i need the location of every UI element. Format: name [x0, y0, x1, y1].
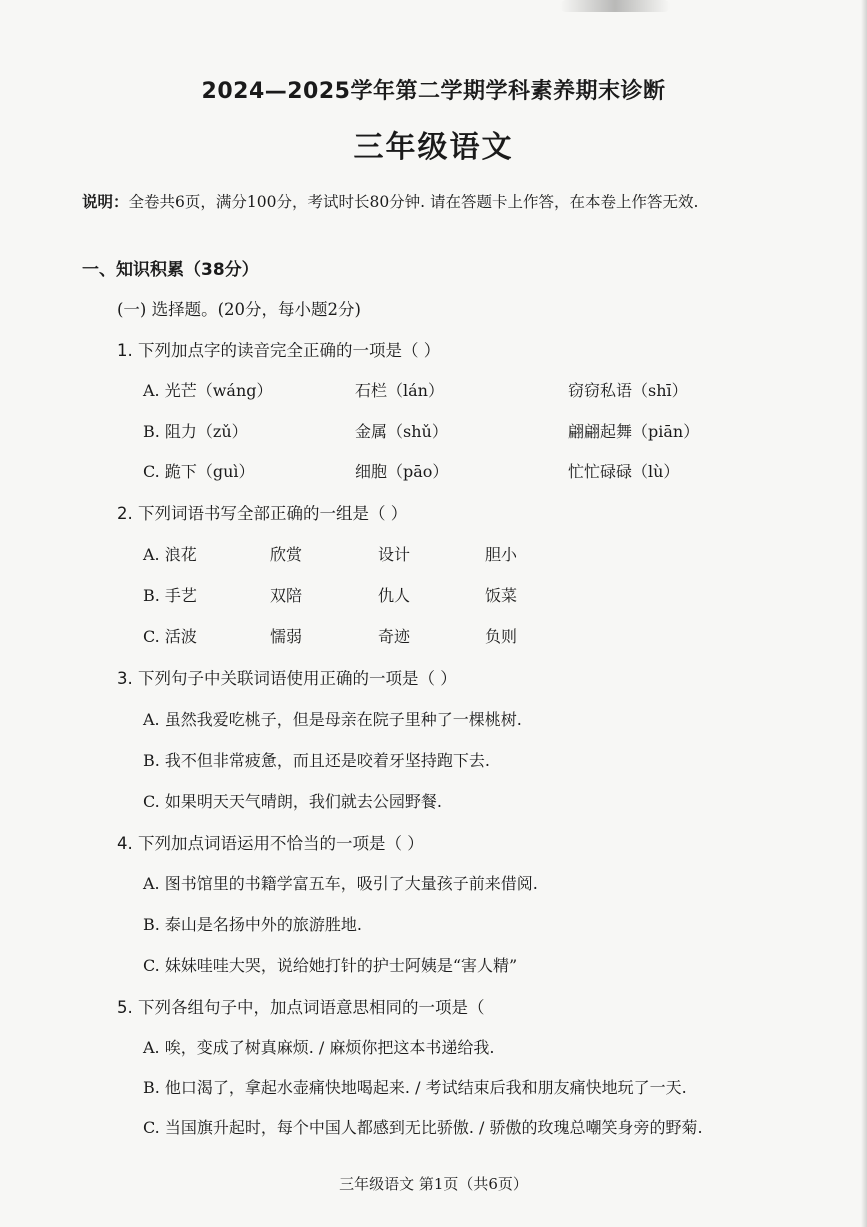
- q1-option-c-3: 忙忙碌碌（lù）: [568, 462, 680, 481]
- q2-option-a-2: 欣赏: [270, 545, 303, 564]
- q2-option-a-4: 胆小: [485, 545, 518, 564]
- scan-smudge: [560, 0, 670, 12]
- q3-option-a: A. 虽然我爱吃桃子，但是母亲在院子里种了一棵桃树.: [143, 710, 522, 729]
- question-3-stem: 3. 下列句子中关联词语使用正确的一项是（ ）: [117, 669, 457, 688]
- q5-option-a: A. 唉，变成了树真麻烦. / 麻烦你把这本书递给我.: [143, 1038, 495, 1057]
- q1-option-a-3: 窃窃私语（shī）: [568, 381, 688, 400]
- question-4-stem: 4. 下列加点词语运用不恰当的一项是（ ）: [117, 834, 424, 853]
- part-title: (一) 选择题。(20分，每小题2分): [117, 300, 361, 319]
- q4-option-b: B. 泰山是名扬中外的旅游胜地.: [143, 915, 363, 934]
- q2-option-b-2: 双陪: [270, 586, 303, 605]
- instructions-text: 全卷共6页，满分100分，考试时长80分钟. 请在答题卡上作答，在本卷上作答无效.: [128, 193, 699, 211]
- q3-option-b: B. 我不但非常疲惫，而且还是咬着牙坚持跑下去.: [143, 751, 491, 770]
- question-5-stem: 5. 下列各组句子中，加点词语意思相同的一项是（: [117, 998, 485, 1017]
- exam-subtitle: 三年级语文: [353, 130, 514, 165]
- page-footer: 三年级语文 第1页（共6页）: [339, 1175, 528, 1193]
- section-title: 一、知识积累（38分）: [82, 260, 259, 280]
- scan-edge-shadow: [861, 0, 867, 1227]
- q2-option-a-1: A. 浪花: [143, 545, 197, 564]
- q2-option-b-3: 仇人: [378, 586, 411, 605]
- q2-option-c-3: 奇迹: [378, 627, 411, 646]
- q1-option-c-2: 细胞（pāo）: [355, 462, 449, 481]
- q4-option-c: C. 妹妹哇哇大哭，说给她打针的护士阿姨是“害人精”: [143, 956, 518, 975]
- q2-option-c-2: 懦弱: [270, 627, 303, 646]
- q5-option-b: B. 他口渴了，拿起水壶痛快地喝起来. / 考试结束后我和朋友痛快地玩了一天.: [143, 1078, 687, 1097]
- q1-option-b-3: 翩翩起舞（piān）: [568, 422, 700, 441]
- instructions-label: 说明：: [82, 192, 129, 211]
- q1-option-a-1: A. 光芒（wáng）: [143, 381, 273, 400]
- instructions: [82, 190, 698, 212]
- q1-option-a-2: 石栏（lán）: [355, 381, 444, 400]
- q4-option-a: A. 图书馆里的书籍学富五车，吸引了大量孩子前来借阅.: [143, 874, 538, 893]
- q3-option-c: C. 如果明天天气晴朗，我们就去公园野餐.: [143, 792, 442, 811]
- question-2-stem: 2. 下列词语书写全部正确的一组是（ ）: [117, 504, 408, 523]
- q2-option-a-3: 设计: [378, 545, 411, 564]
- question-1-stem: 1. 下列加点字的读音完全正确的一项是（ ）: [117, 341, 441, 360]
- q2-option-c-1: C. 活波: [143, 627, 197, 646]
- q1-option-b-1: B. 阻力（zǔ）: [143, 422, 248, 441]
- q2-option-b-1: B. 手艺: [143, 586, 197, 605]
- q2-option-b-4: 饭菜: [485, 586, 518, 605]
- q5-option-c: C. 当国旗升起时，每个中国人都感到无比骄傲. / 骄傲的玫瑰总嘲笑身旁的野菊.: [143, 1118, 703, 1137]
- q1-option-c-1: C. 跪下（guì）: [143, 462, 255, 481]
- q2-option-c-4: 负则: [485, 627, 518, 646]
- q1-option-b-2: 金属（shǔ）: [355, 422, 448, 441]
- exam-title: 2024—2025学年第二学期学科素养期末诊断: [201, 79, 666, 104]
